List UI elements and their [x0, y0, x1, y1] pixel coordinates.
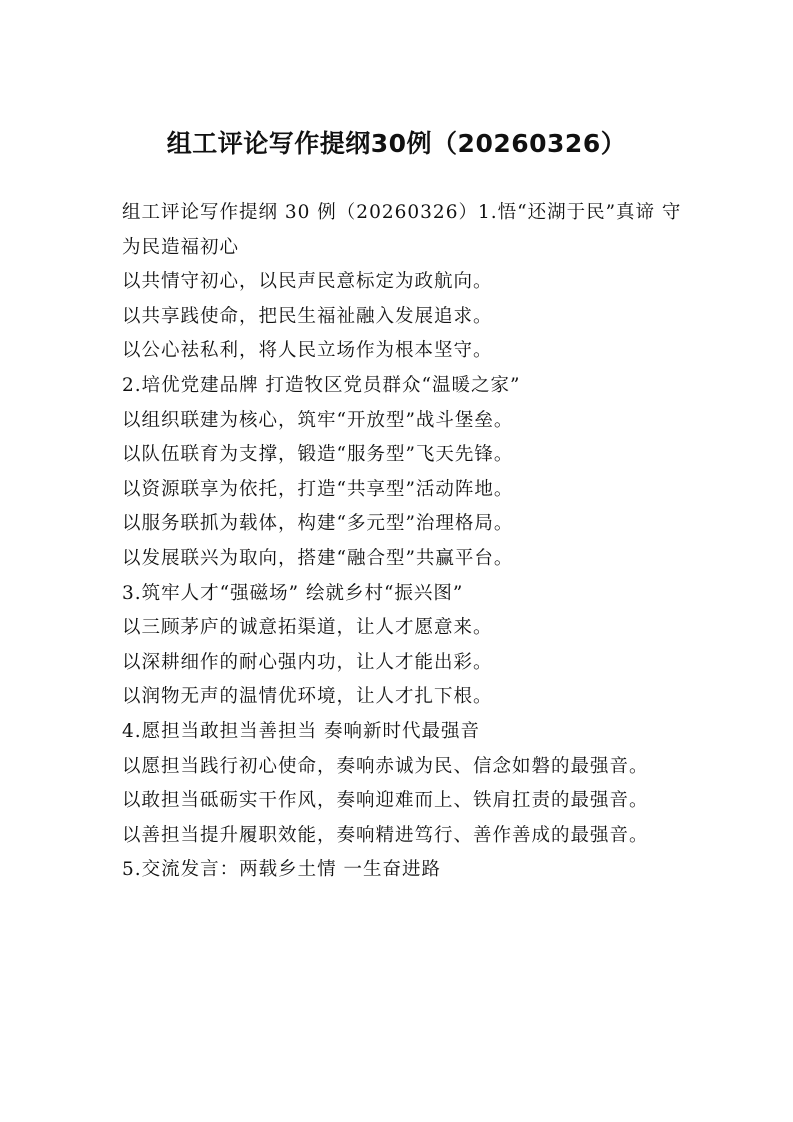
- outline-point: 以愿担当践行初心使命，奏响赤诚为民、信念如磐的最强音。: [122, 755, 649, 777]
- outline-point: 以善担当提升履职效能，奏响精进笃行、善作善成的最强音。: [122, 824, 649, 846]
- outline-point: 以润物无声的温情优环境，让人才扎下根。: [122, 686, 493, 708]
- outline-point: 以队伍联育为支撑，锻造“服务型”飞天先锋。: [122, 444, 514, 466]
- paragraph-intro: 组工评论写作提纲 30 例（20260326）1.悟“还湖于民”真谛 守为民造福初心: [122, 202, 682, 258]
- outline-point: 以组织联建为核心，筑牢“开放型”战斗堡垒。: [122, 409, 514, 431]
- outline-point: 以服务联抓为载体，构建“多元型”治理格局。: [122, 513, 514, 535]
- section-heading: 4.愿担当敢担当善担当 奏响新时代最强音: [122, 720, 481, 742]
- outline-point: 以敢担当砥砺实干作风，奏响迎难而上、铁肩扛责的最强音。: [122, 790, 649, 812]
- outline-point: 以公心祛私利，将人民立场作为根本坚守。: [122, 340, 493, 362]
- section-heading: 2.培优党建品牌 打造牧区党员群众“温暖之家”: [122, 374, 521, 396]
- outline-point: 以共享践使命，把民生福祉融入发展追求。: [122, 305, 493, 327]
- document-body: [122, 196, 682, 888]
- outline-point: 以共情守初心，以民声民意标定为政航向。: [122, 271, 493, 293]
- outline-point: 以深耕细作的耐心强内功，让人才能出彩。: [122, 651, 493, 673]
- section-heading: 3.筑牢人才“强磁场” 绘就乡村“振兴图”: [122, 582, 464, 604]
- outline-point: 以三顾茅庐的诚意拓渠道，让人才愿意来。: [122, 617, 493, 639]
- outline-point: 以资源联享为依托，打造“共享型”活动阵地。: [122, 478, 514, 500]
- section-heading: 5.交流发言：两载乡土情 一生奋进路: [122, 859, 442, 881]
- document-title: 组工评论写作提纲30例（20260326）: [166, 129, 627, 158]
- outline-point: 以发展联兴为取向，搭建“融合型”共赢平台。: [122, 547, 514, 569]
